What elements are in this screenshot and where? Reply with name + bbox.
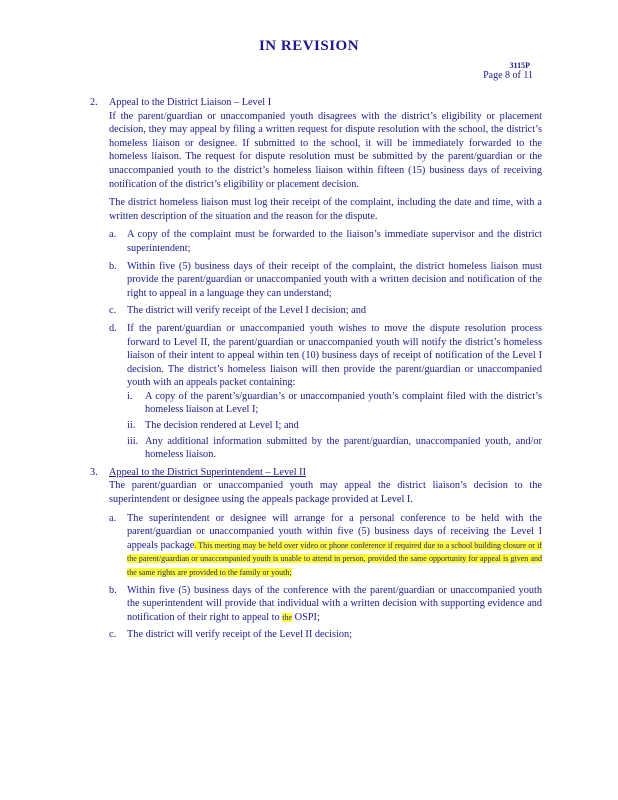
highlighted-revision: . This meeting may be held over video or phone conference if required due to a school building closure or if the parent/guardian or unaccompanied youth is unable to attend in person, provided the same opportunity for appeal is given and the same rights are provided to the family or youth; — [127, 540, 542, 577]
sub-list-item-label: ii. — [127, 420, 136, 432]
list-item-text: The district will verify receipt of the Level I decision; and — [127, 305, 367, 317]
list-item-text: Within five (5) business days of the conference with the parent/guardian or unaccompanied youth the superintendent will provide that individual with a written decision with supporting evidence and notification of their right to appeal to — [127, 584, 542, 623]
paragraph: The district homeless liaison must log their receipt of the complaint, including the date and time, with a written description of the situation and the reason for the dispute. — [109, 197, 542, 222]
list-item-text: A copy of the complaint must be forwarded to the liaison’s immediate supervisor and the district superintendent; — [127, 229, 542, 254]
list-item-label: b. — [109, 260, 117, 272]
section-number: 3. — [90, 466, 98, 478]
section-level-2 — [90, 466, 542, 642]
list-item-text-tail: OSPI; — [294, 611, 320, 623]
paragraph: The parent/guardian or unaccompanied youth may appeal the district liaison’s decision to the superintendent or designee using the appeals package provided at Level I. — [109, 480, 542, 506]
sub-list-item-label: iii. — [127, 435, 139, 447]
section-level-1 — [90, 96, 542, 462]
list-item-text: The district will verify receipt of the Level II decision; — [127, 629, 353, 641]
list-item-label: b. — [109, 584, 117, 596]
list-item — [109, 512, 542, 580]
section-heading: Appeal to the District Superintendent – Level II — [109, 466, 307, 478]
sub-list-item-label: i. — [127, 390, 133, 402]
page-number: Page 8 of 11 — [483, 70, 533, 81]
sub-list-item-text: The decision rendered at Level I; and — [145, 420, 299, 432]
page-title: IN REVISION — [258, 38, 360, 54]
list-item — [109, 304, 542, 318]
list-item-label: c. — [109, 629, 117, 641]
list-item-label: a. — [109, 512, 117, 524]
document-code: 3115P — [509, 61, 530, 70]
highlighted-revision: the — [282, 612, 293, 622]
list-item-label: c. — [109, 305, 117, 317]
section-number: 2. — [90, 97, 98, 108]
paragraph: If the parent/guardian or unaccompanied youth disagrees with the district’s eligibility or placement decision, they may appeal by filing a written request for dispute resolution with the school, the district’s homeless liaison or designee. If submitted to the school, it will be immediately forwarded to the homeless liaison. The request for dispute resolution must be submitted by the parent/guardian or the unaccompanied youth to the district’s homeless liaison within fifteen (15) business days of receiving notification of the district’s eligibility or placement decision. — [109, 110, 542, 190]
sub-list-item — [127, 390, 542, 417]
sub-list-item — [127, 419, 542, 433]
list-item — [109, 228, 542, 255]
section-heading: Appeal to the District Liaison – Level I — [109, 97, 272, 108]
list-item-label: a. — [109, 229, 117, 241]
list-item-label: d. — [109, 322, 117, 334]
document-body — [90, 96, 542, 646]
list-item — [109, 628, 542, 642]
list-item-text: The superintendent or designee will arrange for a personal conference to be held with the parent/guardian or unaccompanied youth within five (5) business days of receiving the Level I appeals package — [127, 512, 542, 551]
list-item — [109, 584, 542, 625]
list-item-text: Within five (5) business days of their receipt of the complaint, the district homeless liaison must provide the parent/guardian or unaccompanied youth with a written decision and notification of the right to appeal in a language they can understand; — [127, 260, 542, 299]
list-item-text: If the parent/guardian or unaccompanied youth wishes to move the dispute resolution process forward to Level II, the parent/guardian or unaccompanied youth will notify the district’s homeless liaison of their intent to appeal within ten (10) business days of receipt of notification of the Level I decision. The district’s homeless liaison will then provide the parent/guardian or unaccompanied youth with an appeals packet containing: — [127, 322, 542, 389]
sub-list-item-text: A copy of the parent’s/guardian’s or unaccompanied youth’s complaint filed with the district’s homeless liaison at Level I; — [145, 390, 542, 416]
list-item — [109, 260, 542, 301]
sub-list-item — [127, 435, 542, 462]
list-item — [109, 322, 542, 462]
sub-list-item-text: Any additional information submitted by the parent/guardian, unaccompanied youth, and/or homeless liaison. — [145, 435, 542, 461]
